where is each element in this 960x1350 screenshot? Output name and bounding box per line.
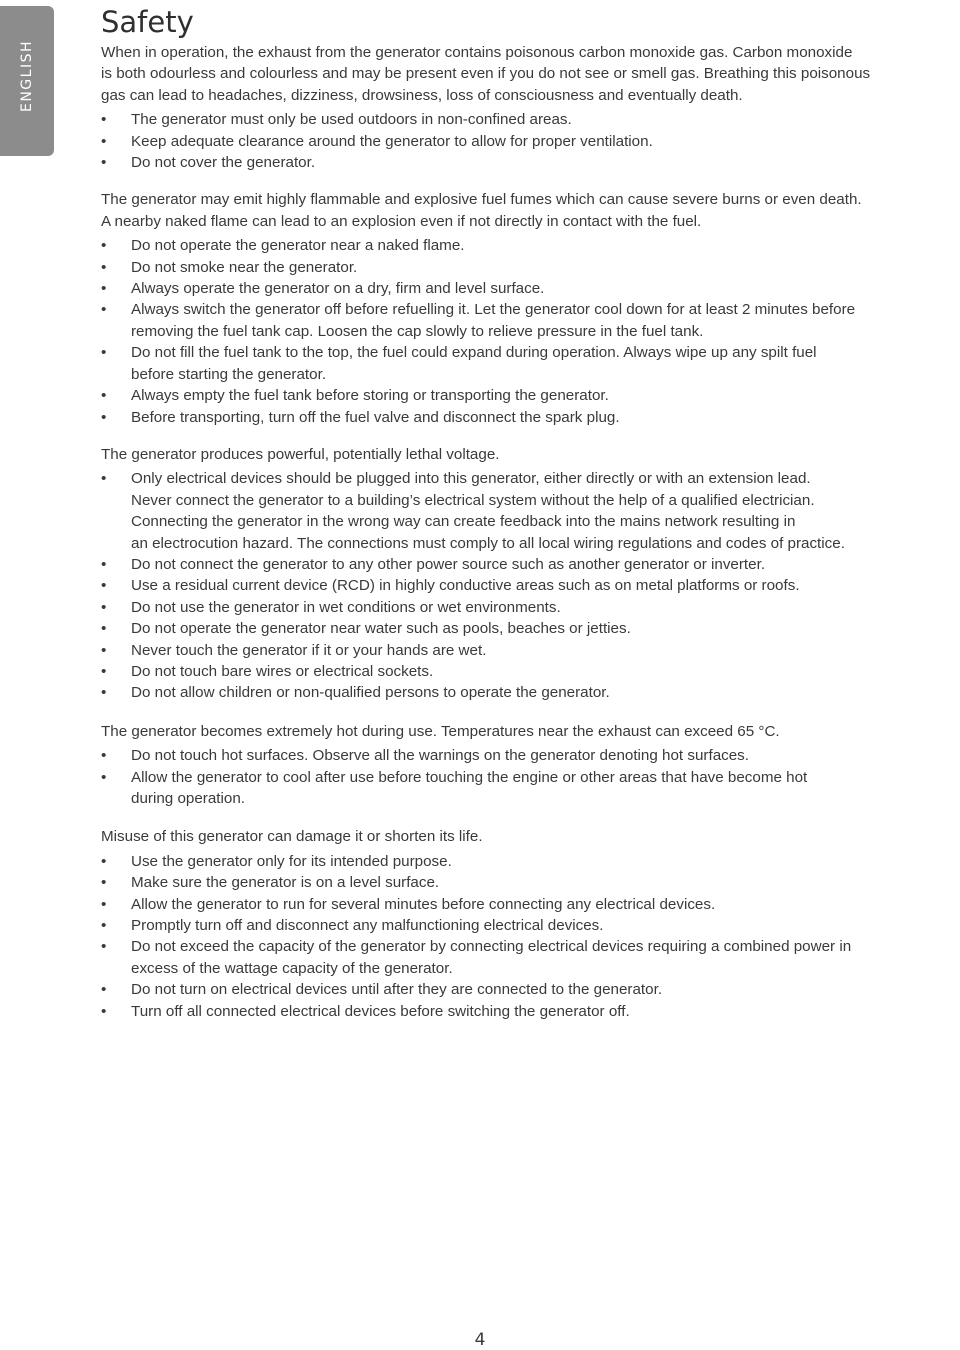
bullet-icon: • [101, 154, 107, 172]
bullet-list [101, 109, 959, 173]
list-item [101, 915, 959, 936]
list-item [101, 661, 959, 682]
list-item [101, 851, 959, 872]
list-item-text: Keep adequate clearance around the generator to allow for proper ventilation. [131, 132, 653, 150]
page-content [101, 4, 959, 1022]
page-title: Safety [101, 5, 194, 39]
bullet-icon: • [101, 768, 107, 786]
list-item-text: Do not fill the fuel tank to the top, the fuel could expand during operation. Always wipe up any spilt fuel before starting the generator. [131, 344, 817, 383]
list-item-text: Never touch the generator if it or your hands are wet. [131, 641, 487, 659]
bullet-list [101, 745, 959, 809]
bullet-list [101, 851, 959, 1022]
list-item-text: Do not use the generator in wet conditions or wet environments. [131, 598, 561, 616]
list-item-text: Do not cover the generator. [131, 154, 316, 172]
list-item [101, 554, 959, 575]
section-intro: The generator may emit highly flammable and explosive fuel fumes which can cause severe burns or even death. A nearby naked flame can lead to an explosion even if not directly in contact with the fuel. [101, 191, 862, 230]
list-item-text: Turn off all connected electrical devices before switching the generator off. [131, 1002, 630, 1020]
bullet-icon: • [101, 111, 107, 129]
list-item [101, 152, 959, 173]
bullet-icon: • [101, 684, 107, 702]
bullet-icon: • [101, 641, 107, 659]
list-item [101, 1001, 959, 1022]
list-item-text: Use a residual current device (RCD) in highly conductive areas such as on metal platforms or roofs. [131, 577, 800, 595]
list-item-text: Do not allow children or non-qualified persons to operate the generator. [131, 684, 610, 702]
list-item-text: Allow the generator to run for several minutes before connecting any electrical devices. [131, 895, 716, 913]
list-item-text: Do not operate the generator near water such as pools, beaches or jetties. [131, 620, 631, 638]
list-item [101, 872, 959, 893]
list-item-text: Do not touch bare wires or electrical sockets. [131, 662, 434, 680]
list-item [101, 342, 959, 385]
page-number: 4 [474, 1330, 486, 1350]
bullet-list [101, 468, 959, 703]
list-item [101, 575, 959, 596]
list-item [101, 235, 959, 256]
list-item-text: Do not connect the generator to any other power source such as another generator or inverter. [131, 555, 766, 573]
list-item [101, 278, 959, 299]
list-item-text: Allow the generator to cool after use before touching the engine or other areas that have become hot during operation. [131, 768, 808, 807]
section-intro: The generator produces powerful, potentially lethal voltage. [101, 445, 500, 463]
bullet-icon: • [101, 387, 107, 405]
bullet-icon: • [101, 408, 107, 426]
list-item [101, 385, 959, 406]
language-tab-label: ENGLISH [19, 39, 35, 113]
bullet-icon: • [101, 895, 107, 913]
list-item-text: Do not smoke near the generator. [131, 258, 358, 276]
bullet-icon: • [101, 132, 107, 150]
section-fuel [101, 189, 959, 427]
list-item [101, 257, 959, 278]
section-carbon-monoxide [101, 42, 959, 173]
bullet-icon: • [101, 662, 107, 680]
bullet-list [101, 235, 959, 428]
bullet-icon: • [101, 237, 107, 255]
section-voltage [101, 444, 959, 704]
bullet-icon: • [101, 598, 107, 616]
list-item-text: The generator must only be used outdoors in non-confined areas. [131, 111, 572, 129]
list-item-text: Promptly turn off and disconnect any malfunctioning electrical devices. [131, 917, 604, 935]
bullet-icon: • [101, 981, 107, 999]
bullet-icon: • [101, 258, 107, 276]
section-hot-surfaces [101, 721, 959, 810]
list-item [101, 597, 959, 618]
bullet-icon: • [101, 874, 107, 892]
bullet-icon: • [101, 577, 107, 595]
language-tab [0, 6, 54, 156]
list-item [101, 682, 959, 703]
list-item [101, 468, 959, 554]
list-item [101, 894, 959, 915]
bullet-icon: • [101, 301, 107, 319]
section-misuse [101, 826, 959, 1022]
bullet-icon: • [101, 938, 107, 956]
bullet-icon: • [101, 620, 107, 638]
list-item [101, 131, 959, 152]
list-item-text: Use the generator only for its intended purpose. [131, 852, 452, 870]
list-item [101, 299, 959, 342]
bullet-icon: • [101, 344, 107, 362]
section-intro: The generator becomes extremely hot during use. Temperatures near the exhaust can exceed 65 °C. [101, 722, 780, 740]
list-item [101, 979, 959, 1000]
bullet-icon: • [101, 280, 107, 298]
list-item-text: Do not touch hot surfaces. Observe all the warnings on the generator denoting hot surfaces. [131, 747, 749, 765]
list-item [101, 936, 959, 979]
list-item [101, 745, 959, 766]
list-item [101, 767, 959, 810]
section-intro: When in operation, the exhaust from the generator contains poisonous carbon monoxide gas. Carbon monoxide is both odourless and colourless and may be present even if you do not see or smell gas. Breathing this poisonous gas can lead to headaches, dizziness, drowsiness, loss of consciousness and eventually death. [101, 44, 871, 104]
list-item-text: Do not operate the generator near a naked flame. [131, 237, 465, 255]
list-item-text: Do not exceed the capacity of the generator by connecting electrical devices requiring a combined power in excess of the wattage capacity of the generator. [131, 938, 852, 977]
bullet-icon: • [101, 470, 107, 488]
bullet-icon: • [101, 1002, 107, 1020]
bullet-icon: • [101, 747, 107, 765]
bullet-icon: • [101, 852, 107, 870]
list-item-text: Always switch the generator off before refuelling it. Let the generator cool down for at least 2 minutes before removing the fuel tank cap. Loosen the cap slowly to relieve pressure in the fuel tank. [131, 301, 856, 340]
list-item-text: Always operate the generator on a dry, firm and level surface. [131, 280, 545, 298]
bullet-icon: • [101, 917, 107, 935]
list-item-text: Do not turn on electrical devices until after they are connected to the generator. [131, 981, 663, 999]
list-item [101, 640, 959, 661]
list-item [101, 618, 959, 639]
list-item-text: Always empty the fuel tank before storing or transporting the generator. [131, 387, 609, 405]
section-intro: Misuse of this generator can damage it or shorten its life. [101, 828, 483, 846]
list-item-text: Before transporting, turn off the fuel valve and disconnect the spark plug. [131, 408, 620, 426]
list-item [101, 407, 959, 428]
list-item-text: Make sure the generator is on a level surface. [131, 874, 440, 892]
list-item-text: Only electrical devices should be plugged into this generator, either directly or with an extension lead. Never connect the generator to a building’s electrical system without the help of a qualified electrician. Connecting the generator in the wrong way can create feedback into the mains network resulting in an electrocution hazard. The connections must comply to all local wiring regulations and codes of practice. [131, 470, 845, 552]
list-item [101, 109, 959, 130]
bullet-icon: • [101, 555, 107, 573]
